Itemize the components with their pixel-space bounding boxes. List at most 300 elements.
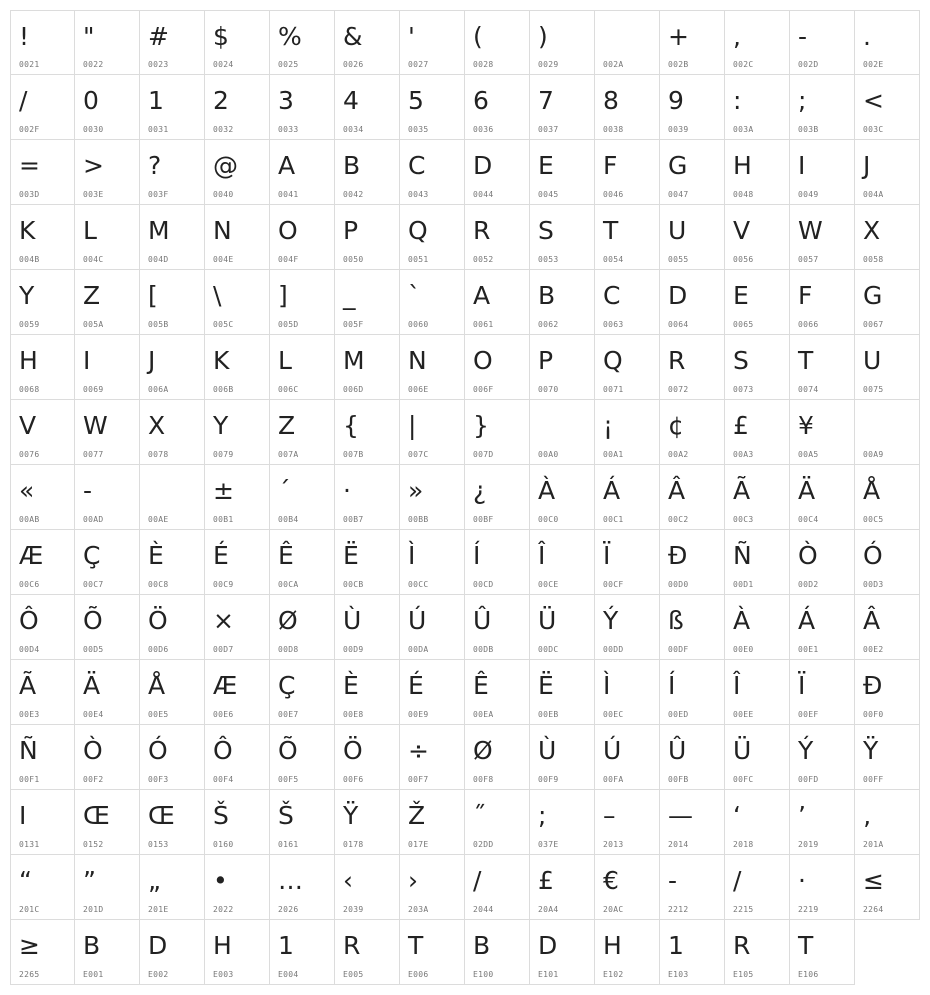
glyph-char: ; xyxy=(798,86,807,115)
glyph-char: 1 xyxy=(278,931,294,960)
glyph-code: 00E2 xyxy=(863,645,884,654)
glyph-char: Ø xyxy=(473,736,493,765)
glyph-cell xyxy=(205,790,270,855)
glyph-code: 00CB xyxy=(343,580,364,589)
glyph-code: 0152 xyxy=(83,840,104,849)
glyph-cell xyxy=(400,270,465,335)
glyph-code: 00EA xyxy=(473,710,494,719)
glyph-char: Ö xyxy=(343,736,363,765)
glyph-char: Œ xyxy=(83,801,110,830)
glyph-char: P xyxy=(343,216,359,245)
glyph-char: Š xyxy=(278,801,294,830)
glyph-cell xyxy=(725,595,790,660)
glyph-char: ¥ xyxy=(798,411,814,440)
glyph-cell xyxy=(530,335,595,400)
glyph-code: 00E7 xyxy=(278,710,299,719)
glyph-code: 002F xyxy=(19,125,40,134)
glyph-char: / xyxy=(19,86,28,115)
glyph-code: 00DB xyxy=(473,645,494,654)
glyph-char: Î xyxy=(538,541,546,570)
glyph-char: Ó xyxy=(148,736,168,765)
glyph-cell xyxy=(530,790,595,855)
glyph-cell xyxy=(595,465,660,530)
glyph-cell xyxy=(660,595,725,660)
glyph-code: 006E xyxy=(408,385,429,394)
glyph-char: 2 xyxy=(213,86,229,115)
glyph-code: 00C9 xyxy=(213,580,234,589)
glyph-cell xyxy=(10,400,75,465)
glyph-char: Ï xyxy=(798,671,806,700)
glyph-code: 00D1 xyxy=(733,580,754,589)
glyph-code: 00E0 xyxy=(733,645,754,654)
glyph-cell xyxy=(140,205,205,270)
glyph-cell xyxy=(465,790,530,855)
glyph-code: 00EC xyxy=(603,710,624,719)
glyph-code: 00C2 xyxy=(668,515,689,524)
glyph-cell xyxy=(790,75,855,140)
glyph-cell xyxy=(660,725,725,790)
glyph-char: R xyxy=(473,216,491,245)
glyph-code: 00CE xyxy=(538,580,559,589)
glyph-code: 004C xyxy=(83,255,104,264)
glyph-code: E002 xyxy=(148,970,169,979)
glyph-char: H xyxy=(603,931,622,960)
glyph-code: 0026 xyxy=(343,60,364,69)
glyph-code: 0027 xyxy=(408,60,429,69)
glyph-cell xyxy=(75,595,140,660)
glyph-code: 0076 xyxy=(19,450,40,459)
glyph-code: 002E xyxy=(863,60,884,69)
glyph-char: Ÿ xyxy=(343,801,359,830)
glyph-char: 9 xyxy=(668,86,684,115)
glyph-code: 00AD xyxy=(83,515,104,524)
glyph-char: ] xyxy=(278,281,288,310)
glyph-char: U xyxy=(668,216,687,245)
glyph-char: Ñ xyxy=(733,541,752,570)
glyph-cell xyxy=(10,75,75,140)
glyph-code: 0043 xyxy=(408,190,429,199)
glyph-cell xyxy=(400,790,465,855)
glyph-code: 00FC xyxy=(733,775,754,784)
glyph-char: Z xyxy=(83,281,101,310)
glyph-code: E105 xyxy=(733,970,754,979)
glyph-code: E103 xyxy=(668,970,689,979)
glyph-cell xyxy=(530,140,595,205)
glyph-char: Ë xyxy=(343,541,359,570)
glyph-char: = xyxy=(19,151,40,180)
glyph-cell xyxy=(595,10,660,75)
glyph-cell xyxy=(10,270,75,335)
glyph-char: ‚ xyxy=(863,801,871,830)
glyph-code: 006D xyxy=(343,385,364,394)
glyph-char: _ xyxy=(343,281,356,310)
glyph-cell xyxy=(595,660,660,725)
glyph-cell xyxy=(595,335,660,400)
glyph-char: Ì xyxy=(408,541,416,570)
glyph-char: Ô xyxy=(213,736,233,765)
glyph-cell xyxy=(335,10,400,75)
glyph-char: N xyxy=(213,216,232,245)
glyph-code: 0028 xyxy=(473,60,494,69)
glyph-code: 0037 xyxy=(538,125,559,134)
glyph-char: I xyxy=(798,151,806,180)
glyph-char: Ú xyxy=(603,736,622,765)
glyph-code: 0032 xyxy=(213,125,234,134)
glyph-cell xyxy=(465,205,530,270)
glyph-char: I xyxy=(83,346,91,375)
glyph-cell xyxy=(855,595,920,660)
glyph-cell xyxy=(465,530,530,595)
glyph-cell xyxy=(10,335,75,400)
glyph-char: › xyxy=(408,866,418,895)
glyph-code: 0047 xyxy=(668,190,689,199)
glyph-cell xyxy=(270,335,335,400)
glyph-cell xyxy=(140,595,205,660)
glyph-char: Y xyxy=(213,411,229,440)
glyph-char: ‘ xyxy=(733,801,741,830)
glyph-char: B xyxy=(538,281,556,310)
glyph-char: Ï xyxy=(603,541,611,570)
glyph-char: ’ xyxy=(798,801,806,830)
glyph-char: ± xyxy=(213,476,234,505)
glyph-cell xyxy=(400,530,465,595)
glyph-code: 003C xyxy=(863,125,884,134)
glyph-code: 2013 xyxy=(603,840,624,849)
glyph-cell xyxy=(400,920,465,985)
glyph-code: 00F6 xyxy=(343,775,364,784)
glyph-cell xyxy=(725,75,790,140)
glyph-char: - xyxy=(83,476,93,505)
glyph-char: / xyxy=(473,866,482,895)
glyph-char: - xyxy=(668,866,678,895)
glyph-code: 0074 xyxy=(798,385,819,394)
glyph-cell xyxy=(660,660,725,725)
glyph-cell xyxy=(530,595,595,660)
glyph-code: 00E6 xyxy=(213,710,234,719)
glyph-char: X xyxy=(148,411,166,440)
glyph-cell xyxy=(790,790,855,855)
glyph-char: @ xyxy=(213,151,238,180)
glyph-code: 00C1 xyxy=(603,515,624,524)
glyph-char: Ù xyxy=(343,606,362,635)
glyph-char: D xyxy=(148,931,168,960)
glyph-code: 0031 xyxy=(148,125,169,134)
glyph-char: 8 xyxy=(603,86,619,115)
glyph-char: G xyxy=(863,281,883,310)
glyph-code: 00A5 xyxy=(798,450,819,459)
glyph-code: 00E5 xyxy=(148,710,169,719)
glyph-code: 0022 xyxy=(83,60,104,69)
glyph-cell xyxy=(140,140,205,205)
glyph-code: 0035 xyxy=(408,125,429,134)
glyph-code: 005C xyxy=(213,320,234,329)
glyph-cell xyxy=(75,400,140,465)
glyph-cell xyxy=(855,75,920,140)
glyph-code: 00FA xyxy=(603,775,624,784)
glyph-char: £ xyxy=(733,411,749,440)
glyph-code: 0061 xyxy=(473,320,494,329)
glyph-cell xyxy=(465,725,530,790)
glyph-cell xyxy=(595,855,660,920)
glyph-code: 004D xyxy=(148,255,169,264)
glyph-char: T xyxy=(798,346,814,375)
glyph-code: 00FB xyxy=(668,775,689,784)
glyph-code: 002B xyxy=(668,60,689,69)
glyph-char: H xyxy=(213,931,232,960)
glyph-code: 005B xyxy=(148,320,169,329)
glyph-char: Ã xyxy=(19,671,37,700)
glyph-char: T xyxy=(798,931,814,960)
glyph-char: 7 xyxy=(538,86,554,115)
glyph-cell xyxy=(270,855,335,920)
glyph-char: Á xyxy=(603,476,621,505)
glyph-char: # xyxy=(148,22,169,51)
glyph-cell xyxy=(855,400,920,465)
glyph-char: Q xyxy=(603,346,623,375)
glyph-cell xyxy=(140,530,205,595)
glyph-code: 00EE xyxy=(733,710,754,719)
glyph-code: 0160 xyxy=(213,840,234,849)
glyph-char: B xyxy=(473,931,491,960)
glyph-char: > xyxy=(83,151,104,180)
glyph-cell xyxy=(400,10,465,75)
glyph-code: 00F8 xyxy=(473,775,494,784)
glyph-cell xyxy=(595,790,660,855)
glyph-cell xyxy=(75,140,140,205)
glyph-char: É xyxy=(213,541,229,570)
glyph-char: ; xyxy=(538,801,547,830)
glyph-code: 0048 xyxy=(733,190,754,199)
glyph-code: 00D8 xyxy=(278,645,299,654)
glyph-char: À xyxy=(538,476,556,505)
glyph-code: 00BB xyxy=(408,515,429,524)
glyph-code: 2219 xyxy=(798,905,819,914)
glyph-code: 2018 xyxy=(733,840,754,849)
glyph-char: Á xyxy=(798,606,816,635)
glyph-code: 00C5 xyxy=(863,515,884,524)
glyph-char: T xyxy=(603,216,619,245)
glyph-cell xyxy=(855,205,920,270)
glyph-char: D xyxy=(538,931,558,960)
glyph-cell xyxy=(335,595,400,660)
glyph-char: S xyxy=(538,216,554,245)
glyph-char: Ò xyxy=(83,736,103,765)
glyph-code: 00F3 xyxy=(148,775,169,784)
glyph-code: 2044 xyxy=(473,905,494,914)
glyph-cell xyxy=(270,725,335,790)
glyph-char: T xyxy=(408,931,424,960)
glyph-char: Í xyxy=(668,671,676,700)
glyph-char: V xyxy=(733,216,751,245)
glyph-cell xyxy=(140,660,205,725)
glyph-char: Õ xyxy=(278,736,298,765)
glyph-cell xyxy=(400,595,465,660)
glyph-code: 00F4 xyxy=(213,775,234,784)
glyph-code: 002D xyxy=(798,60,819,69)
glyph-char: Œ xyxy=(148,801,175,830)
glyph-code: 0058 xyxy=(863,255,884,264)
glyph-char: : xyxy=(733,86,742,115)
glyph-cell xyxy=(790,140,855,205)
glyph-code: 003E xyxy=(83,190,104,199)
glyph-code: 00AE xyxy=(148,515,169,524)
glyph-char: Ð xyxy=(863,671,883,700)
glyph-code: E100 xyxy=(473,970,494,979)
glyph-code: 00CF xyxy=(603,580,624,589)
glyph-char: Û xyxy=(668,736,687,765)
glyph-cell xyxy=(205,920,270,985)
glyph-char: Ä xyxy=(83,671,101,700)
glyph-cell xyxy=(530,530,595,595)
glyph-code: E101 xyxy=(538,970,559,979)
glyph-cell xyxy=(10,140,75,205)
glyph-char: L xyxy=(83,216,97,245)
glyph-cell xyxy=(205,10,270,75)
glyph-char: ‹ xyxy=(343,866,353,895)
glyph-cell xyxy=(530,920,595,985)
glyph-code: 0077 xyxy=(83,450,104,459)
glyph-code: 0042 xyxy=(343,190,364,199)
glyph-char: € xyxy=(603,866,619,895)
glyph-code: 004F xyxy=(278,255,299,264)
glyph-code: 0065 xyxy=(733,320,754,329)
glyph-char: J xyxy=(863,151,871,180)
glyph-code: 007B xyxy=(343,450,364,459)
glyph-code: 0049 xyxy=(798,190,819,199)
glyph-code: 0045 xyxy=(538,190,559,199)
glyph-cell xyxy=(725,530,790,595)
glyph-code: 002C xyxy=(733,60,754,69)
glyph-cell xyxy=(205,140,270,205)
glyph-code: 201D xyxy=(83,905,104,914)
glyph-char: X xyxy=(863,216,881,245)
glyph-char: Î xyxy=(733,671,741,700)
glyph-cell xyxy=(465,140,530,205)
glyph-cell xyxy=(790,465,855,530)
glyph-code: 00D3 xyxy=(863,580,884,589)
glyph-char: ÷ xyxy=(408,736,429,765)
glyph-char: D xyxy=(473,151,493,180)
glyph-code: 00E4 xyxy=(83,710,104,719)
glyph-code: 007A xyxy=(278,450,299,459)
glyph-cell xyxy=(270,790,335,855)
glyph-char: / xyxy=(733,866,742,895)
glyph-code: 00E9 xyxy=(408,710,429,719)
glyph-cell xyxy=(75,205,140,270)
glyph-cell xyxy=(75,10,140,75)
glyph-cell xyxy=(725,270,790,335)
glyph-char: Æ xyxy=(19,541,44,570)
glyph-code: 00CA xyxy=(278,580,299,589)
glyph-code: 0059 xyxy=(19,320,40,329)
glyph-code: 00A3 xyxy=(733,450,754,459)
glyph-code: 0066 xyxy=(798,320,819,329)
glyph-char: B xyxy=(83,931,101,960)
glyph-code: 005D xyxy=(278,320,299,329)
glyph-char: O xyxy=(278,216,298,245)
glyph-cell xyxy=(790,205,855,270)
glyph-char: È xyxy=(343,671,359,700)
glyph-char: M xyxy=(343,346,365,375)
glyph-code: 00D9 xyxy=(343,645,364,654)
glyph-cell xyxy=(270,465,335,530)
glyph-cell xyxy=(75,530,140,595)
glyph-cell xyxy=(660,530,725,595)
glyph-char: Q xyxy=(408,216,428,245)
glyph-char: Ù xyxy=(538,736,557,765)
glyph-char: V xyxy=(19,411,37,440)
glyph-code: 002A xyxy=(603,60,624,69)
glyph-cell xyxy=(855,270,920,335)
glyph-code: 007D xyxy=(473,450,494,459)
glyph-char: Ñ xyxy=(19,736,38,765)
glyph-cell xyxy=(725,855,790,920)
glyph-char: — xyxy=(668,801,693,830)
glyph-code: 0178 xyxy=(343,840,364,849)
glyph-cell xyxy=(725,660,790,725)
glyph-char: S xyxy=(733,346,749,375)
glyph-char: ” xyxy=(83,866,96,895)
glyph-code: 0071 xyxy=(603,385,624,394)
glyph-code: 00D4 xyxy=(19,645,40,654)
glyph-cell xyxy=(530,270,595,335)
glyph-cell xyxy=(270,10,335,75)
glyph-cell xyxy=(530,660,595,725)
glyph-char: « xyxy=(19,476,35,505)
glyph-code: 00C6 xyxy=(19,580,40,589)
glyph-cell xyxy=(595,595,660,660)
glyph-char: Ú xyxy=(408,606,427,635)
glyph-code: 005A xyxy=(83,320,104,329)
glyph-code: 0131 xyxy=(19,840,40,849)
glyph-code: 00F2 xyxy=(83,775,104,784)
glyph-cell xyxy=(270,270,335,335)
glyph-cell xyxy=(855,10,920,75)
glyph-code: 0029 xyxy=(538,60,559,69)
glyph-cell xyxy=(205,400,270,465)
glyph-code: 006B xyxy=(213,385,234,394)
glyph-code: 20AC xyxy=(603,905,624,914)
glyph-cell xyxy=(855,790,920,855)
glyph-code: 201E xyxy=(148,905,169,914)
glyph-cell xyxy=(855,465,920,530)
glyph-cell xyxy=(270,140,335,205)
glyph-cell xyxy=(725,335,790,400)
glyph-code: 02DD xyxy=(473,840,494,849)
glyph-code: 2026 xyxy=(278,905,299,914)
glyph-char: B xyxy=(343,151,361,180)
glyph-cell xyxy=(595,530,660,595)
glyph-cell xyxy=(465,855,530,920)
glyph-cell xyxy=(335,400,400,465)
glyph-cell xyxy=(205,205,270,270)
glyph-cell xyxy=(400,335,465,400)
glyph-code: 0054 xyxy=(603,255,624,264)
glyph-cell xyxy=(140,790,205,855)
glyph-code: 00C4 xyxy=(798,515,819,524)
glyph-cell xyxy=(790,335,855,400)
glyph-char: W xyxy=(798,216,823,245)
glyph-char: $ xyxy=(213,22,229,51)
glyph-char: Ä xyxy=(798,476,816,505)
glyph-char: 0 xyxy=(83,86,99,115)
glyph-cell xyxy=(75,790,140,855)
glyph-char: ˝ xyxy=(473,801,486,830)
glyph-cell xyxy=(660,75,725,140)
glyph-code: 00C3 xyxy=(733,515,754,524)
glyph-cell xyxy=(530,855,595,920)
glyph-code: 00D2 xyxy=(798,580,819,589)
